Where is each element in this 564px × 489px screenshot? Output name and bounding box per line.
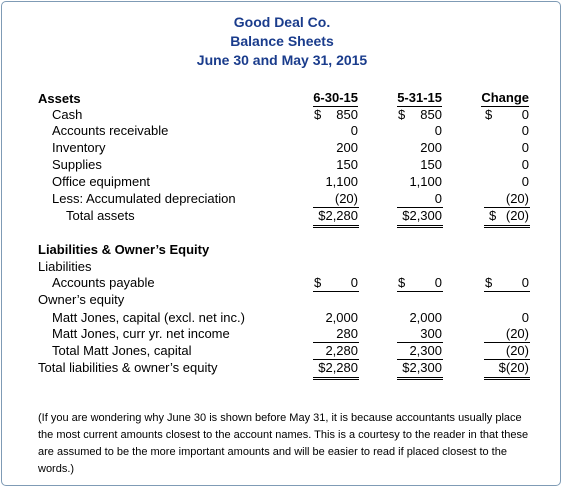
assets-heading: Assets <box>38 91 81 106</box>
statement-title: Balance Sheets <box>230 33 334 49</box>
liabilities-subheading-row <box>0 258 564 275</box>
liabilities-subheading: Liabilities <box>38 259 92 274</box>
table-row: Matt Jones, capital (excl. net inc.) 2,000 2,000 0 <box>52 310 529 325</box>
column-header-may: 5-31-15 <box>397 90 442 105</box>
statement-period: June 30 and May 31, 2015 <box>196 52 368 68</box>
equity-subheading: Owner’s equity <box>38 292 125 307</box>
table-row: Office equipment 1,100 1,100 0 <box>52 174 529 189</box>
liabilities-header-row <box>0 241 564 258</box>
table-row: Accounts receivable 0 0 0 <box>52 123 529 138</box>
table-row: Matt Jones, curr yr. net income 280 300 (20) <box>52 326 529 341</box>
liabilities-heading: Liabilities & Owner’s Equity <box>38 242 210 257</box>
equity-subheading-row <box>0 291 564 308</box>
assets-header-row <box>0 90 564 107</box>
explanatory-note: (If you are wondering why June 30 is shown before May 31, it is because accountants usually place the most current amounts closest to the account names. This is a courtesy to the reader in that these are assumed to be the more important amounts and will be easier to read if placed closest to the words.) <box>38 412 529 475</box>
company-name: Good Deal Co. <box>233 14 331 30</box>
table-row: Less: Accumulated depreciation (20) 0 (20) <box>52 191 529 206</box>
table-row: Total Matt Jones, capital 2,280 2,300 (20) <box>52 343 529 358</box>
table-row: Supplies 150 150 0 <box>52 157 529 172</box>
column-header-change: Change <box>481 90 529 105</box>
total-liabilities-equity-row: Total liabilities & owner’s equity $2,280 $2,300 $(20) <box>0 359 564 376</box>
table-row: Accounts payable $ 0 $ 0 $ 0 <box>52 275 529 290</box>
total-assets-row: Total assets $2,280 $2,300 $ (20) <box>0 207 564 224</box>
table-row: Inventory 200 200 0 <box>52 140 529 155</box>
table-row: Cash $ 850 $ 850 $ 0 <box>52 107 529 122</box>
column-header-june: 6-30-15 <box>313 90 358 105</box>
